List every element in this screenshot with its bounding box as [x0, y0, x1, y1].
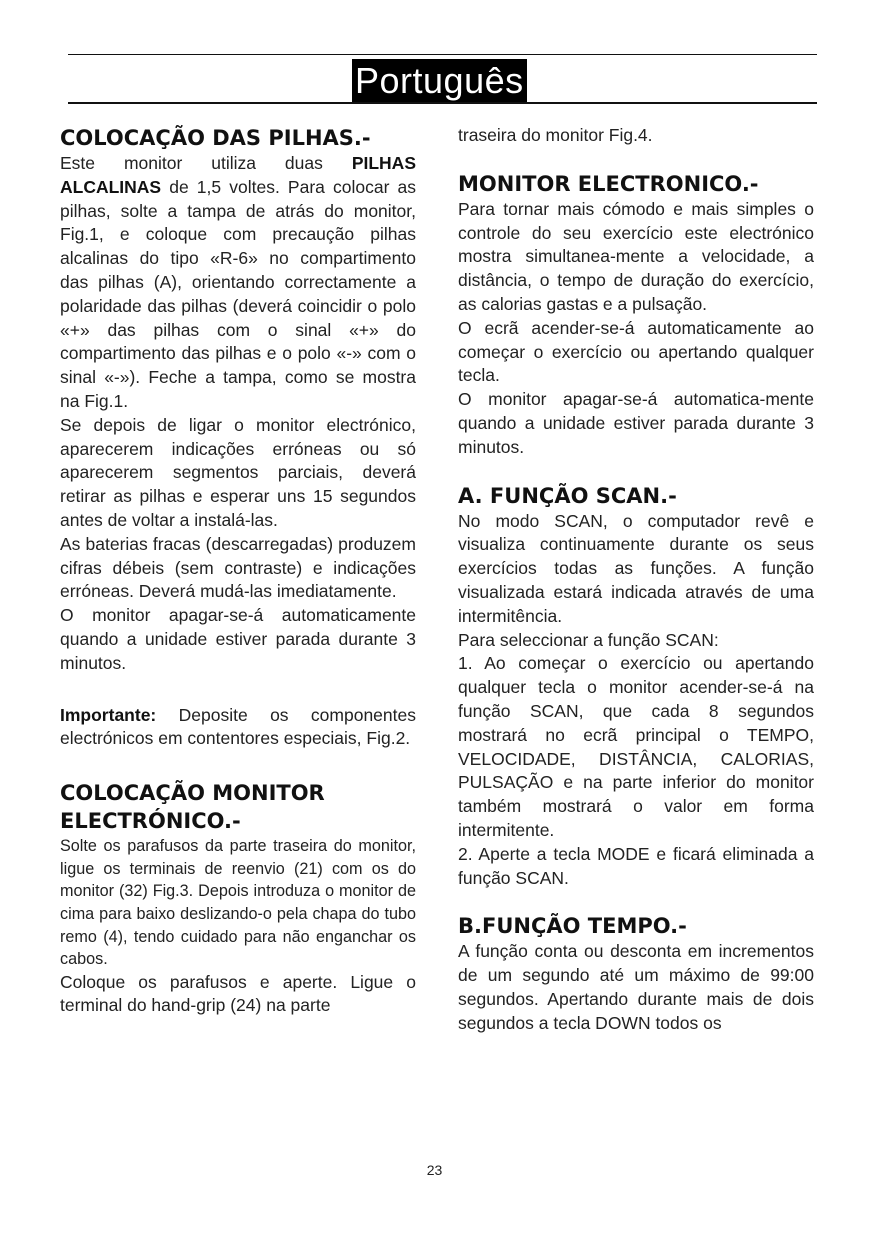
paragraph: Se depois de ligar o monitor electrónico, aparecerem indicações erróneas ou só aparecerem segmentos parciais, deverá retirar as pilhas e esperar uns 15 segundos antes de voltar a instalá-las. — [60, 414, 416, 530]
section-heading-batteries: COLOCAÇÃO DAS PILHAS.- — [60, 126, 371, 150]
paragraph: O ecrã acender-se-á automaticamente ao começar o exercício ou apertando qualquer tecla. — [458, 317, 814, 386]
section-heading-electronic-monitor: MONITOR ELECTRONICO.- — [458, 171, 759, 196]
section-heading-scan: A. FUNÇÃO SCAN.- — [458, 483, 677, 508]
header-rule-bottom — [68, 102, 817, 104]
language-title: Português — [352, 59, 527, 102]
paragraph: Para tornar mais cómodo e mais simples o controle do seu exercício este electrónico mostra simultanea-mente a velocidade, a distância, o tempo de duração do exercício, as calorias gastas e a pulsação. — [458, 198, 814, 314]
paragraph: As baterias fracas (descarregadas) produzem cifras débeis (sem contraste) e indicações erróneas. Deverá mudá-las imediatamente. — [60, 533, 416, 602]
paragraph: O monitor apagar-se-á automaticamente quando a unidade estiver parada durante 3 minutos. — [60, 605, 416, 673]
right-column — [458, 124, 814, 1036]
text-run: de 1,5 voltes. Para colocar as pilhas, solte a tampa de atrás do monitor, Fig.1, e coloque com precaução pilhas alcalinas do tipo «R-6» no compartimento das pilhas (A), orientando correctamente a polaridade das pilhas (deverá coincidir o polo «+» das pilhas com o sinal «+» do compartimento das pilhas e o polo «-» com o sinal «-»). Feche a tampa, como se mostra na Fig.1. — [60, 176, 416, 411]
paragraph: traseira do monitor Fig.4. — [458, 125, 653, 145]
paragraph: Solte os parafusos da parte traseira do monitor, ligue os terminais de reenvio (21) com os do monitor (32) Fig.3. Depois introduza o monitor de cima para baixo deslizando-o pela chapa do tubo remo (4), tendo cuidado para não enganchar os cabos. — [60, 837, 416, 969]
paragraph: 1. Ao começar o exercício ou apertando qualquer tecla o monitor acender-se-á na função SCAN, que cada 8 segundos mostrará no ecrã principal o TEMPO, VELOCIDADE, DISTÂNCIA, CALORIAS, PULSAÇÃO e na parte inferior do monitor também mostrará o valor em forma intermitente. — [458, 653, 814, 840]
important-note — [60, 704, 416, 752]
section-heading-time: B.FUNÇÃO TEMPO.- — [458, 914, 687, 939]
important-text: Deposite os componentes electrónicos em contentores especiais, Fig.2. — [60, 704, 416, 749]
paragraph: 2. Aperte a tecla MODE e ficará eliminada a função SCAN. — [458, 843, 814, 888]
bold-text: PILHAS ALCALINAS — [60, 153, 416, 197]
text-run: Este monitor utiliza duas — [60, 153, 352, 173]
important-label: Importante: — [60, 704, 157, 725]
section-heading-monitor-install: COLOCAÇÃO MONITOR ELECTRÓNICO.- — [60, 781, 325, 834]
paragraph: No modo SCAN, o computador revê e visualiza continuamente durante os seus exercícios todas as funções. A função visualizada estará indicada através de uma intermitência. — [458, 510, 814, 626]
left-column — [60, 124, 416, 1018]
paragraph: O monitor apagar-se-á automatica-mente quando a unidade estiver parada durante 3 minutos. — [458, 389, 814, 457]
paragraph: A função conta ou desconta em incrementos de um segundo até um máximo de 99:00 segundos. Apertando durante mais de dois segundos a tecla DOWN todos os — [458, 941, 814, 1033]
paragraph: Coloque os parafusos e aperte. Ligue o terminal do hand-grip (24) na parte — [60, 971, 416, 1016]
paragraph — [60, 152, 416, 414]
page-number: 23 — [426, 1162, 443, 1178]
paragraph: Para seleccionar a função SCAN: — [458, 629, 719, 650]
header-rule-top — [68, 54, 817, 55]
